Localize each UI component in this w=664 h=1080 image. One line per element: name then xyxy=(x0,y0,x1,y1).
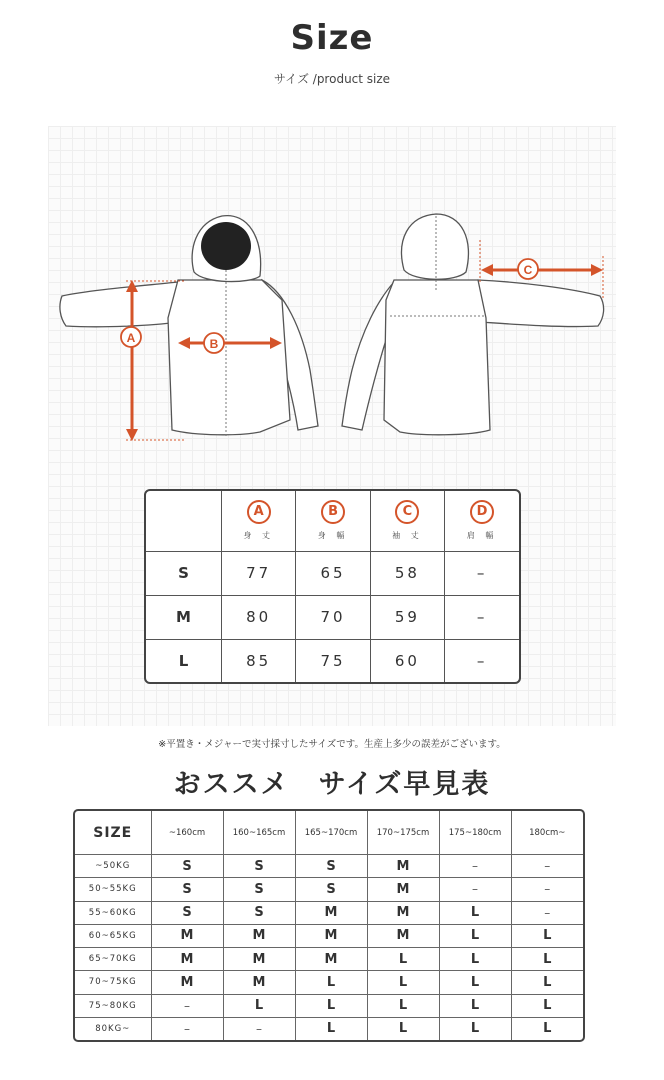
recommended-size-cell: S xyxy=(151,855,223,878)
recommended-size-cell: M xyxy=(151,924,223,947)
mark-c-badge: C xyxy=(395,500,419,524)
recommend-title: おススメ サイズ早見表 xyxy=(173,769,491,800)
mark-b-badge: B xyxy=(321,500,345,524)
measure-a-label: A xyxy=(126,331,136,345)
measurement-table xyxy=(144,489,521,684)
measurement-value: – xyxy=(445,551,519,595)
page-title: Size xyxy=(290,18,374,58)
recommended-size-cell: – xyxy=(151,1017,223,1040)
recommended-size-cell: L xyxy=(511,924,583,947)
weight-label: 65~70KG xyxy=(75,948,151,971)
recommended-size-cell: L xyxy=(295,994,367,1017)
recommended-size-cell: S xyxy=(151,901,223,924)
measurement-corner-cell xyxy=(146,491,222,551)
measurement-size-label: S xyxy=(146,551,222,595)
recommended-size-cell: L xyxy=(295,971,367,994)
measurement-header-row xyxy=(146,491,519,551)
recommend-row xyxy=(75,971,583,994)
measurement-value: 58 xyxy=(370,551,444,595)
recommended-size-cell: M xyxy=(367,901,439,924)
measurement-col-d xyxy=(445,491,519,551)
height-header: 180cm~ xyxy=(511,811,583,855)
height-header: 165~170cm xyxy=(295,811,367,855)
recommended-size-cell: L xyxy=(439,948,511,971)
height-header: ~160cm xyxy=(151,811,223,855)
measurement-col-a xyxy=(222,491,296,551)
measurement-value: – xyxy=(445,595,519,639)
mark-d-caption: 肩 幅 xyxy=(466,531,498,541)
measurement-value: 80 xyxy=(222,595,296,639)
recommended-size-cell: L xyxy=(439,924,511,947)
measurement-value: 60 xyxy=(370,639,444,682)
recommended-size-cell: L xyxy=(511,948,583,971)
recommended-size-cell: – xyxy=(223,1017,295,1040)
jacket-front-illustration xyxy=(60,216,318,435)
recommended-size-cell: S xyxy=(295,878,367,901)
measurement-row-m xyxy=(146,595,519,639)
jacket-back-illustration xyxy=(342,214,604,435)
recommend-row xyxy=(75,855,583,878)
measurement-value: 65 xyxy=(296,551,370,595)
recommended-size-cell: S xyxy=(223,901,295,924)
recommended-size-cell: – xyxy=(151,994,223,1017)
recommend-row xyxy=(75,994,583,1017)
page-subtitle: サイズ /product size xyxy=(273,72,391,86)
recommended-size-cell: L xyxy=(367,994,439,1017)
measurement-value: 77 xyxy=(222,551,296,595)
mark-d-badge: D xyxy=(470,500,494,524)
weight-label: 75~80KG xyxy=(75,994,151,1017)
mark-a-badge: A xyxy=(247,500,271,524)
mark-b-caption: 身 幅 xyxy=(317,531,349,541)
recommended-size-cell: M xyxy=(367,878,439,901)
measurement-value: 85 xyxy=(222,639,296,682)
weight-label: 55~60KG xyxy=(75,901,151,924)
recommend-size-table xyxy=(73,809,585,1042)
recommend-row xyxy=(75,878,583,901)
recommended-size-cell: L xyxy=(439,1017,511,1040)
recommended-size-cell: L xyxy=(367,948,439,971)
recommended-size-cell: L xyxy=(511,1017,583,1040)
recommended-size-cell: L xyxy=(223,994,295,1017)
measurement-value: 59 xyxy=(370,595,444,639)
height-header: 175~180cm xyxy=(439,811,511,855)
measure-b-label: B xyxy=(209,337,219,351)
recommend-row xyxy=(75,924,583,947)
measure-c-label: C xyxy=(523,263,533,277)
recommended-size-cell: M xyxy=(223,948,295,971)
recommended-size-cell: S xyxy=(295,855,367,878)
recommended-size-cell: L xyxy=(367,971,439,994)
recommended-size-cell: M xyxy=(151,948,223,971)
recommended-size-cell: L xyxy=(511,994,583,1017)
recommended-size-cell: – xyxy=(511,878,583,901)
measurement-row-s xyxy=(146,551,519,595)
weight-label: 60~65KG xyxy=(75,924,151,947)
measurement-note: ※平置き・メジャーで実寸採寸したサイズです。生産上多少の誤差がございます。 xyxy=(158,739,506,750)
recommended-size-cell: M xyxy=(151,971,223,994)
recommend-row xyxy=(75,901,583,924)
measurement-col-c xyxy=(370,491,444,551)
weight-label: 70~75KG xyxy=(75,971,151,994)
measurement-row-l xyxy=(146,639,519,682)
weight-label: 50~55KG xyxy=(75,878,151,901)
recommended-size-cell: M xyxy=(295,924,367,947)
recommended-size-cell: L xyxy=(439,901,511,924)
recommend-row xyxy=(75,1017,583,1040)
recommended-size-cell: M xyxy=(367,924,439,947)
jacket-size-diagram xyxy=(0,0,664,460)
measurement-value: 70 xyxy=(296,595,370,639)
recommend-row xyxy=(75,948,583,971)
recommended-size-cell: S xyxy=(223,878,295,901)
measurement-value: – xyxy=(445,639,519,682)
measurement-size-label: M xyxy=(146,595,222,639)
recommended-size-cell: – xyxy=(439,878,511,901)
recommended-size-cell: – xyxy=(511,901,583,924)
recommended-size-cell: M xyxy=(295,948,367,971)
recommended-size-cell: L xyxy=(439,971,511,994)
recommended-size-cell: S xyxy=(223,855,295,878)
recommended-size-cell: L xyxy=(295,1017,367,1040)
measurement-value: 75 xyxy=(296,639,370,682)
recommended-size-cell: M xyxy=(367,855,439,878)
recommend-header-row xyxy=(75,811,583,855)
recommended-size-cell: – xyxy=(511,855,583,878)
mark-a-caption: 身 丈 xyxy=(243,531,274,541)
measurement-col-b xyxy=(296,491,370,551)
hood-opening-shape xyxy=(201,222,251,270)
recommended-size-cell: L xyxy=(439,994,511,1017)
mark-c-caption: 袖 丈 xyxy=(392,531,423,541)
recommended-size-cell: M xyxy=(295,901,367,924)
height-header: 160~165cm xyxy=(223,811,295,855)
weight-label: ~50KG xyxy=(75,855,151,878)
recommended-size-cell: M xyxy=(223,971,295,994)
recommended-size-cell: L xyxy=(511,971,583,994)
weight-label: 80KG~ xyxy=(75,1017,151,1040)
recommended-size-cell: L xyxy=(367,1017,439,1040)
recommended-size-cell: S xyxy=(151,878,223,901)
height-header: 170~175cm xyxy=(367,811,439,855)
recommended-size-cell: M xyxy=(223,924,295,947)
measurement-size-label: L xyxy=(146,639,222,682)
recommend-corner-size-label: SIZE xyxy=(75,811,151,855)
recommended-size-cell: – xyxy=(439,855,511,878)
